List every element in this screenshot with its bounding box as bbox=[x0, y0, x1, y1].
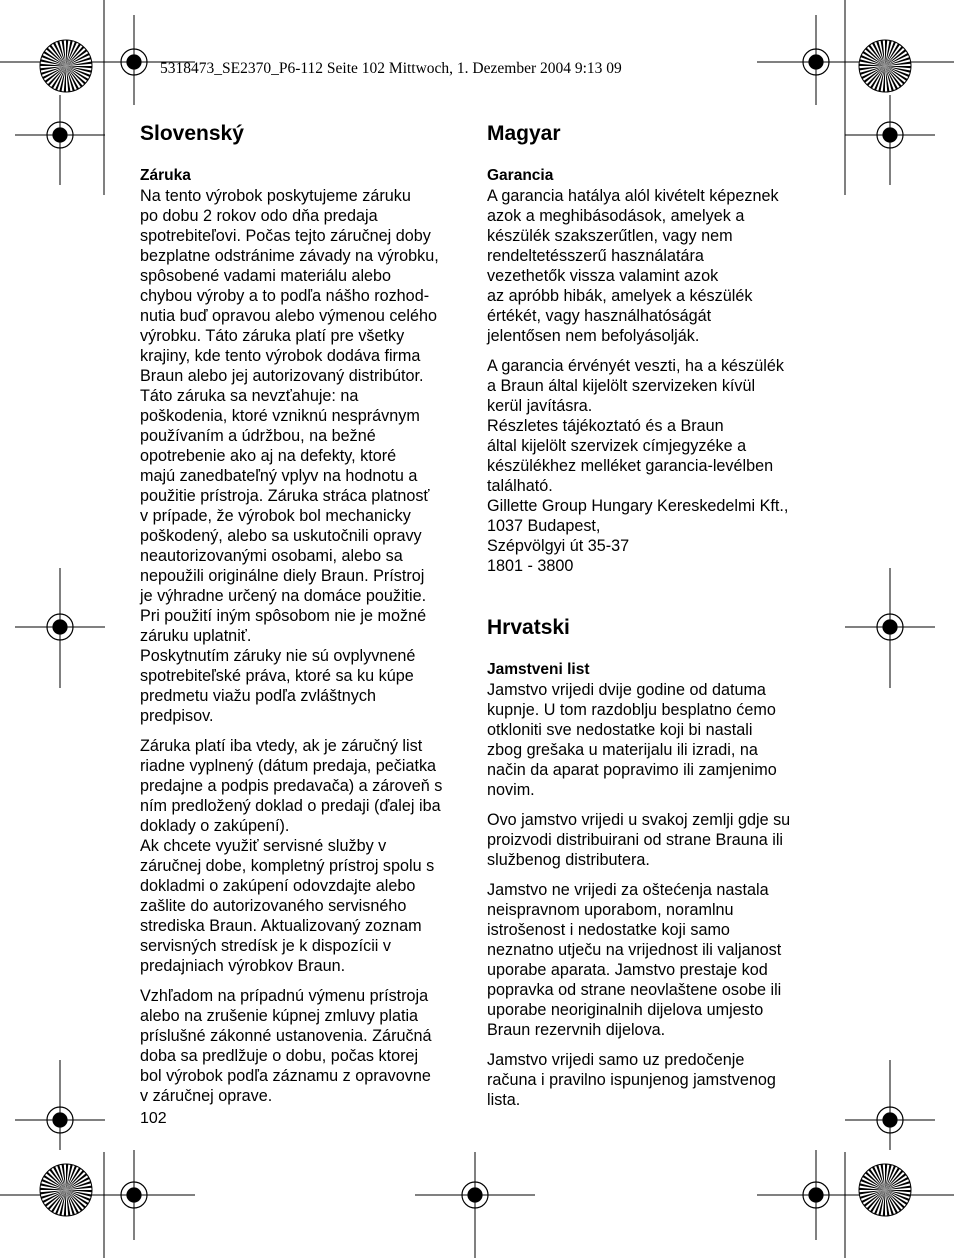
paragraph: Záruka platí iba vtedy, ak je záručný list riadne vyplnený (dátum predaja, pečiatka predajne a podpis predavača) a zároveň s ním predložený doklad o predaji (ďalej iba doklady o zakúpení). Ak chcete využiť servisné služby v záručnej dobe, kompletný prístroj spolu s dokladmi o zakúpení odovzdajte alebo zašlite do autorizovaného servisného strediska Braun. Aktualizovaný zoznam servisných stredísk je k dispozícii v predajniach výrobkov Braun. bbox=[140, 737, 443, 975]
subtitle-zaruka: Záruka bbox=[140, 167, 191, 184]
starburst-mark bbox=[859, 40, 911, 92]
subtitle-garancia: Garancia bbox=[487, 167, 554, 184]
paragraph: Jamstvo vrijedi samo uz predočenje računa i pravilno ispunjenog jamstvenog lista. bbox=[487, 1051, 776, 1109]
subtitle-jamstveni-list: Jamstveni list bbox=[487, 661, 590, 678]
paragraph: Vzhľadom na prípadnú výmenu prístroja alebo na zrušenie kúpnej zmluvy platia príslušné zákonné ustanovenia. Záručná doba sa predlžuje o dobu, počas ktorej bol výrobok podľa záznamu z opravovne v záručnej oprave. bbox=[140, 987, 432, 1105]
section-title-hrvatski: Hrvatski bbox=[487, 616, 570, 639]
print-slug: 5318473_SE2370_P6-112 Seite 102 Mittwoch, 1. Dezember 2004 9:13 09 bbox=[160, 60, 622, 77]
slovak-section bbox=[140, 120, 466, 1116]
starburst-mark bbox=[859, 1164, 911, 1216]
section-title-slovak: Slovenský bbox=[140, 122, 244, 145]
page-number: 102 bbox=[140, 1110, 167, 1127]
paragraph: Ovo jamstvo vrijedi u svakoj zemlji gdje su proizvodi distribuirani od strane Brauna ili službenog distributera. bbox=[487, 811, 791, 869]
paragraph: Na tento výrobok poskytujeme záruku po dobu 2 rokov odo dňa predaja spotrebiteľovi. Počas tejto záručnej doby bezplatne odstránime závady na výrobku, spôsobené vadami materiálu alebo chybou výroby a to podľa nášho rozhod- nutia buď opravou alebo výmenou celého výrobku. Táto záruka platí pre všetky krajiny, kde tento výrobok dodáva firma Braun alebo jej autorizovaný distribútor. Táto záruka sa nevzťahuje: na poškodenia, ktoré vzniknú nesprávnym používaním a údržbou, na bežné opotrebenie ako aj na defekty, ktoré majú zanedbateľný vplyv na hodnotu a použitie prístroja. Záruka stráca platnosť v prípade, že výrobok bol mechanicky poškodený, alebo sa uskutočnili opravy neautorizovanými osobami, alebo sa nepoužili originálne diely Braun. Prístroj je výhradne určený na domáce použitie. Pri použití iným spôsobom nie je možné záruku uplatniť. Poskytnutím záruky nie sú ovplyvnené spotrebiteľské práva, ktoré sa ku kúpe predmetu viažu podľa zvláštnych predpisov. bbox=[140, 187, 439, 725]
paragraph: A garancia hatálya alól kivételt képeznek azok a meghibásodások, amelyek a készülék szakszerűtlen, vagy nem rendeltetésszerű használatára vezethetők vissza valamint azok az apróbb hibák, amelyek a készülék értékét, vagy használhatóságát jelentősen nem befolyásolják. bbox=[487, 187, 779, 345]
paragraph: A garancia érvényét veszti, ha a készülék a Braun által kijelölt szervizeken kívül kerül javításra. Részletes tájékoztató és a Braun által kijelölt szervizek címjegyzéke a készülékhez melléket garancia-levélben található. Gillette Group Hungary Kereskedelmi Kft., 1037 Budapest, Szépvölgyi út 35-37 1801 - 3800 bbox=[487, 357, 789, 575]
paragraph: Jamstvo ne vrijedi za oštećenja nastala neispravnom uporabom, noramlnu istrošenost i nedostatke koji samo neznatno utječu na vrijednost ili valjanost uporabe aparata. Jamstvo prestaje kod popravka od strane neovlaštene osobe ili uporabe neoriginalnih dijelova umjesto Braun rezervnih dijelova. bbox=[487, 881, 782, 1039]
starburst-mark bbox=[40, 1164, 92, 1216]
right-column bbox=[487, 120, 815, 1120]
starburst-mark bbox=[40, 40, 92, 92]
paragraph: Jamstvo vrijedi dvije godine od datuma kupnje. U tom razdoblju besplatno ćemo otkloniti sve nedostatke koji bi nastali zbog grešaka u materijalu ili izradi, na način da aparat popravimo ili zamjenimo novim. bbox=[487, 681, 777, 799]
section-title-magyar: Magyar bbox=[487, 122, 561, 145]
